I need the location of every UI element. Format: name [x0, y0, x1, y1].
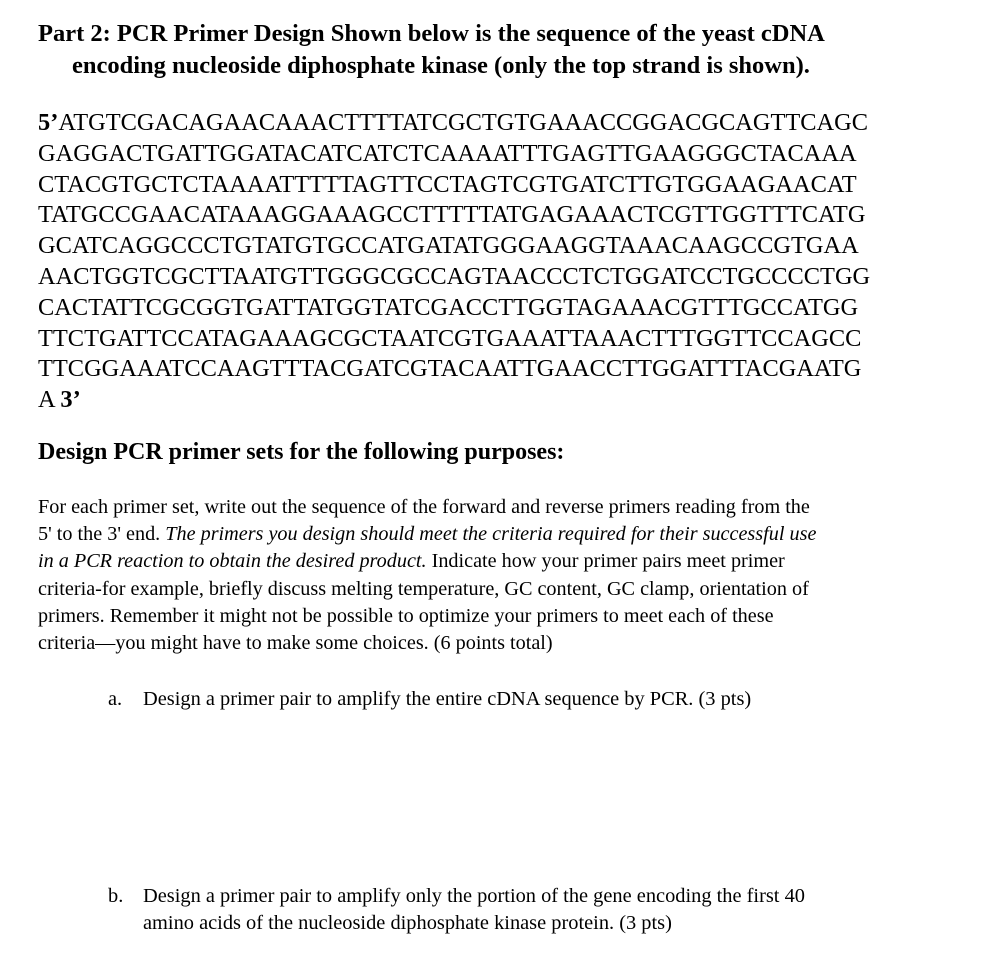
- instructions-line-5: primers. Remember it might not be possible to optimize your primers to meet each of these: [38, 604, 774, 627]
- question-a-text: Design a primer pair to amplify the entire cDNA sequence by PCR. (3 pts): [143, 688, 752, 710]
- cdna-sequence: [38, 108, 870, 416]
- instructions-line-1: For each primer set, write out the sequence of the forward and reverse primers reading from the: [38, 496, 810, 518]
- sequence-text: ATGTCGACAGAACAAACTTTTATCGCTGTGAAACCGGACGCAGTTCAGC: [58, 109, 869, 136]
- question-a: [108, 686, 751, 713]
- instructions-emphasis: The primers you design should meet the criteria required for their successful use: [165, 523, 817, 546]
- design-heading: Design PCR primer sets for the following purposes:: [38, 439, 565, 465]
- instructions-line-4: criteria-for example, briefly discuss melting temperature, GC content, GC clamp, orientation of: [38, 577, 809, 600]
- instructions-text: Indicate how your primer pairs meet primer: [426, 550, 785, 573]
- three-prime-label: 3’: [60, 386, 81, 414]
- sequence-line-7: CACTATTCGCGGTGATTATGGTATCGACCTTGGTAGAAACGTTTGCCATGG: [38, 293, 859, 321]
- sequence-line-2: GAGGACTGATTGGATACATCATCTCAAAATTTGAGTTGAAGGGCTACAAA: [38, 139, 857, 167]
- question-a-label: a.: [108, 688, 123, 710]
- sequence-line-4: TATGCCGAACATAAAGGAAAGCCTTTTTATGAGAAACTCGTTGGTTTCATG: [38, 201, 866, 229]
- sequence-line-6: AACTGGTCGCTTAATGTTGGGCGCCAGTAACCCTCTGGATCCTGCCCCTGG: [38, 262, 871, 290]
- question-b-label: b.: [108, 885, 124, 907]
- instructions-text: 5' to the 3' end.: [38, 523, 166, 546]
- five-prime-label: 5’: [38, 109, 59, 136]
- part-title-line-2: encoding nucleoside diphosphate kinase (only the top strand is shown).: [72, 52, 810, 79]
- instructions-line-3: [38, 548, 953, 575]
- sequence-line-3: CTACGTGCTCTAAAATTTTTAGTTCCTAGTCGTGATCTTGTGGAAGAACAT: [38, 170, 857, 198]
- question-b: [108, 883, 805, 938]
- sequence-line-1: [38, 108, 870, 139]
- sequence-line-9: TTCGGAAATCCAAGTTTACGATCGTACAATTGAACCTTGGATTTACGAATG: [38, 355, 862, 383]
- sequence-line-10: [38, 385, 870, 416]
- instructions-line-2: [38, 521, 953, 548]
- instructions-paragraph: [38, 494, 953, 657]
- question-b-text-line-1: Design a primer pair to amplify only the portion of the gene encoding the first 40: [143, 885, 805, 907]
- sequence-line-5: GCATCAGGCCCTGTATGTGCCATGATATGGGAAGGTAAACAAGCCGTGAA: [38, 232, 859, 260]
- instructions-emphasis: in a PCR reaction to obtain the desired product.: [38, 550, 427, 573]
- question-b-text-line-2: amino acids of the nucleoside diphosphate kinase protein. (3 pts): [143, 912, 672, 935]
- last-base: A: [38, 386, 61, 414]
- part-title-line-1: Part 2: PCR Primer Design Shown below is the sequence of the yeast cDNA: [38, 20, 825, 47]
- sequence-line-8: TTCTGATTCCATAGAAAGCGCTAATCGTGAAATTAAACTTTGGTTCCAGCC: [38, 324, 862, 352]
- instructions-line-6: criteria—you might have to make some choices. (6 points total): [38, 631, 553, 654]
